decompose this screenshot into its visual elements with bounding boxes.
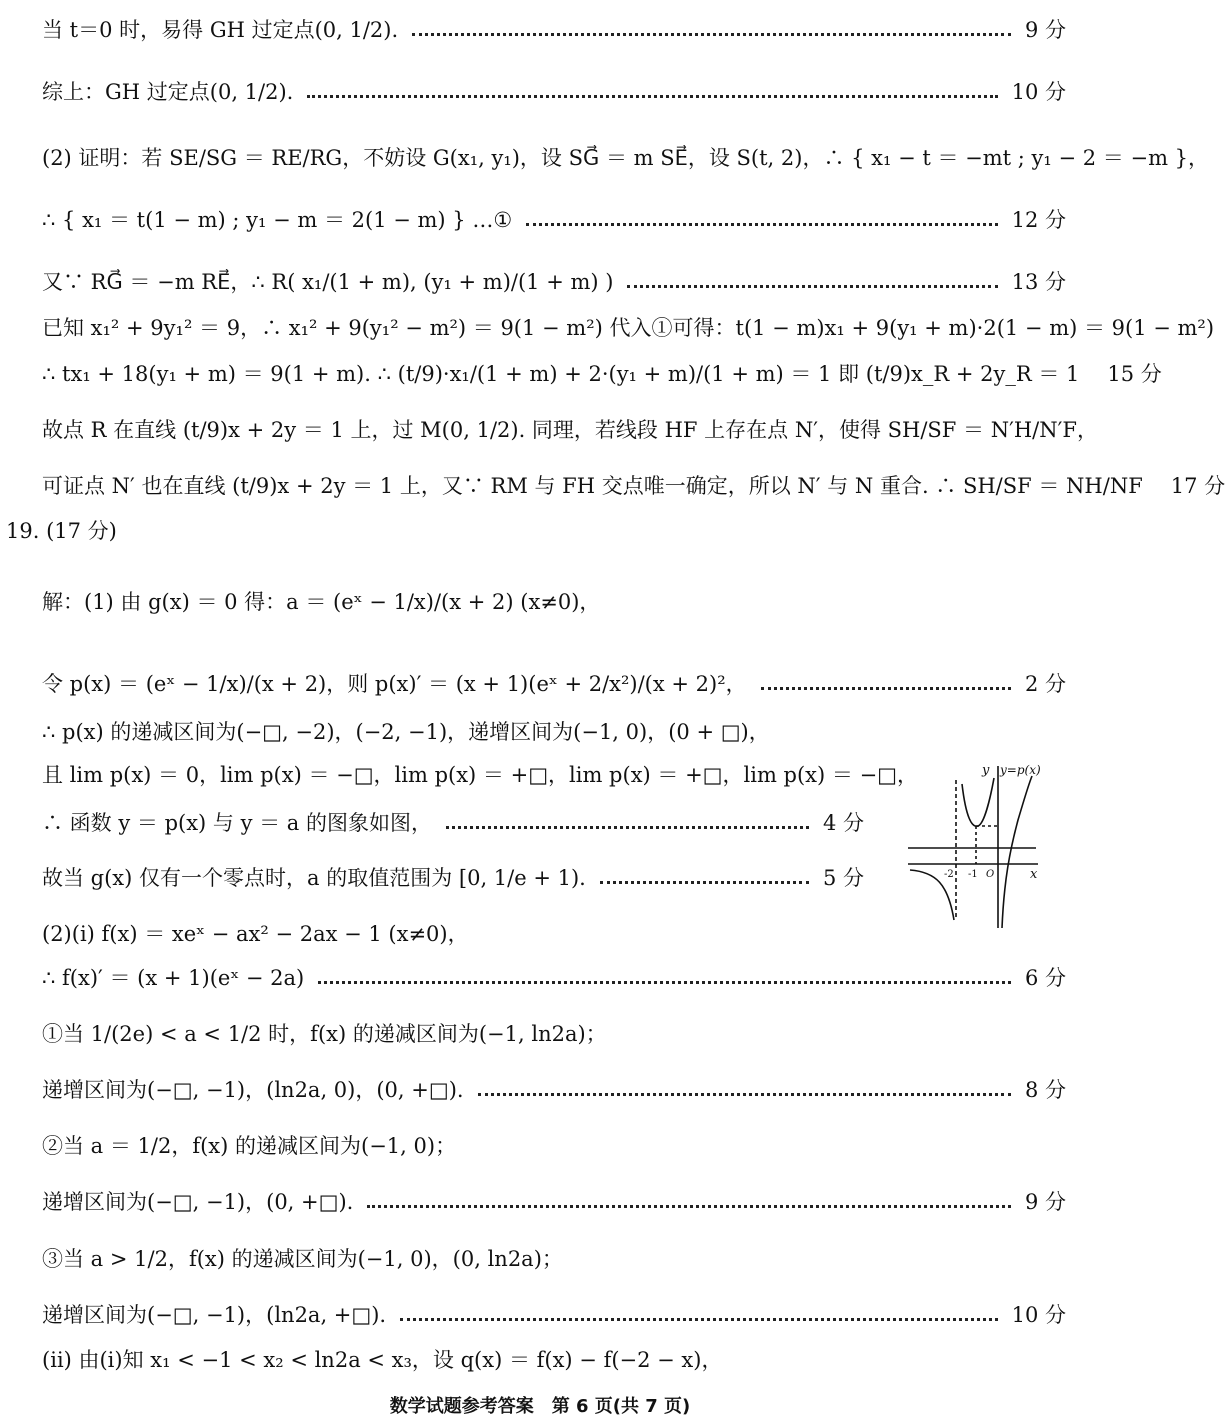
line-6 <box>42 316 1215 341</box>
line-20 <box>42 1078 1066 1103</box>
line-14 <box>42 763 919 788</box>
line-9 <box>42 474 1225 499</box>
line-text: 故点 R 在直线 (t/9)x + 2y ＝ 1 上，过 M(0, 1/2). 同理，若线段 HF 上存在点 N′，使得 SH/SF ＝ N′H/N′F， <box>42 418 1098 442</box>
score: 10 分 <box>1011 1303 1066 1327</box>
line-text: 解：(1) 由 g(x) ＝ 0 得：a ＝ (eˣ − 1/x)/(x + 2) (x≠0)， <box>42 590 601 614</box>
score: 15 分 <box>1107 362 1162 386</box>
line-text: 19. (17 分) <box>6 519 117 543</box>
line-text: ②当 a ＝ 1/2，f(x) 的递减区间为(−1, 0)； <box>42 1134 457 1158</box>
line-22 <box>42 1190 1066 1215</box>
tick-label: -1 <box>968 869 978 880</box>
line-23 <box>42 1247 1066 1272</box>
dot-leader <box>627 285 997 288</box>
line-7 <box>42 362 1162 387</box>
dot-leader <box>367 1205 1011 1208</box>
line-text: (ⅱ) 由(ⅰ)知 x₁ < −1 < x₂ < ln2a < x₃，设 q(x) ＝ f(x) − f(−2 − x)， <box>42 1348 723 1372</box>
score: 13 分 <box>1011 270 1066 294</box>
line-text: ③当 a > 1/2，f(x) 的递减区间为(−1, 0)，(0, ln2a)； <box>42 1247 563 1271</box>
dot-leader <box>318 981 1011 984</box>
page-footer: 数学试题参考答案 第 6 页(共 7 页) <box>389 1396 691 1417</box>
origin-label: O <box>986 869 995 880</box>
line-11 <box>42 590 1066 615</box>
line-13 <box>42 720 1066 745</box>
line-8 <box>42 418 1098 443</box>
line-text: ①当 1/(2e) < a < 1/2 时，f(x) 的递减区间为(−1, ln2a)； <box>42 1022 607 1046</box>
dot-leader <box>400 1318 997 1321</box>
line-text: 综上：GH 过定点(0, 1/2). <box>42 80 294 104</box>
dot-leader <box>526 223 997 226</box>
line-text: 当 t＝0 时，易得 GH 过定点(0, 1/2). <box>42 18 399 42</box>
score: 6 分 <box>1024 966 1066 990</box>
curve-branch-right <box>1002 776 1032 928</box>
dot-leader <box>761 687 1011 690</box>
score: 9 分 <box>1024 18 1066 42</box>
line-text: ∴ p(x) 的递减区间为(−□, −2)，(−2, −1)，递增区间为(−1, 0)，(0 + □)， <box>42 720 770 744</box>
dot-leader <box>600 881 809 884</box>
function-graph <box>906 760 1046 932</box>
line-text: 递增区间为(−□, −1)，(ln2a, +□). <box>42 1303 387 1327</box>
dot-leader <box>412 33 1011 36</box>
line-12 <box>42 672 1066 697</box>
score: 17 分 <box>1170 474 1225 498</box>
line-text: 已知 x₁² + 9y₁² ＝ 9，∴ x₁² + 9(y₁² − m²) ＝ 9(1 − m²) 代入①可得：t(1 − m)x₁ + 9(y₁ + m)·2(1 − m) ＝ 9(1 − m²) <box>42 316 1215 340</box>
line-15 <box>42 811 864 836</box>
line-text: 且 lim p(x) ＝ 0，lim p(x) ＝ −□，lim p(x) ＝ +□，lim p(x) ＝ +□，lim p(x) ＝ −□， <box>42 763 919 787</box>
line-3 <box>42 146 1210 171</box>
line-5 <box>42 270 1066 295</box>
line-4 <box>42 208 1066 233</box>
line-18 <box>42 966 1066 991</box>
line-text: 故当 g(x) 仅有一个零点时，a 的取值范围为 [0, 1/e + 1). <box>42 866 586 890</box>
line-text: 递增区间为(−□, −1)，(ln2a, 0)，(0, +□). <box>42 1078 464 1102</box>
line-text: 可证点 N′ 也在直线 (t/9)x + 2y ＝ 1 上，又∵ RM 与 FH 交点唯一确定，所以 N′ 与 N 重合. ∴ SH/SF ＝ NH/NF <box>42 474 1143 498</box>
line-text: ∴ tx₁ + 18(y₁ + m) ＝ 9(1 + m). ∴ (t/9)·x₁/(1 + m) + 2·(y₁ + m)/(1 + m) ＝ 1 即 (t/9)x_R + 2y_R ＝ 1 <box>42 362 1080 386</box>
curve-label: y=p(x) <box>1000 763 1041 777</box>
line-text: 又∵ RG⃗ ＝ −m RE⃗，∴ R( x₁/(1 + m), (y₁ + m)/(1 + m) ) <box>42 270 614 294</box>
line-25 <box>42 1348 1066 1373</box>
line-text: 令 p(x) ＝ (eˣ − 1/x)/(x + 2)，则 p(x)′ ＝ (x + 1)(eˣ + 2/x²)/(x + 2)²， <box>42 672 747 696</box>
score: 9 分 <box>1024 1190 1066 1214</box>
line-text: 递增区间为(−□, −1)，(0, +□). <box>42 1190 354 1214</box>
dot-leader <box>478 1093 1011 1096</box>
line-24 <box>42 1303 1066 1328</box>
tick-label: -2 <box>944 869 954 880</box>
score: 5 分 <box>822 866 864 890</box>
line-text: (2)(ⅰ) f(x) ＝ xeˣ − ax² − 2ax − 1 (x≠0)， <box>42 922 469 946</box>
dot-leader <box>307 95 997 98</box>
line-text: ∴ 函数 y ＝ p(x) 与 y ＝ a 的图象如图， <box>42 811 432 835</box>
line-text: ∴ { x₁ ＝ t(1 − m) ; y₁ − m ＝ 2(1 − m) } …① <box>42 208 513 232</box>
y-axis-label: y <box>982 763 990 778</box>
dot-leader <box>446 826 809 829</box>
score: 2 分 <box>1024 672 1066 696</box>
line-text: ∴ f(x)′ ＝ (x + 1)(eˣ − 2a) <box>42 966 305 990</box>
score: 12 分 <box>1011 208 1066 232</box>
line-19 <box>42 1022 1066 1047</box>
line-21 <box>42 1134 1066 1159</box>
line-2 <box>42 80 1066 105</box>
score: 8 分 <box>1024 1078 1066 1102</box>
line-16 <box>42 866 864 891</box>
curve-branch-middle <box>962 778 994 826</box>
score: 10 分 <box>1011 80 1066 104</box>
x-axis-label: x <box>1030 867 1038 882</box>
section-heading-19 <box>6 519 1066 544</box>
score: 4 分 <box>822 811 864 835</box>
line-1 <box>42 18 1066 43</box>
line-text: (2) 证明：若 SE/SG ＝ RE/RG，不妨设 G(x₁, y₁)，设 SG⃗ ＝ m SE⃗，设 S(t, 2)，∴ { x₁ − t ＝ −mt ; y₁ − 2 ＝ −m }， <box>42 146 1210 170</box>
